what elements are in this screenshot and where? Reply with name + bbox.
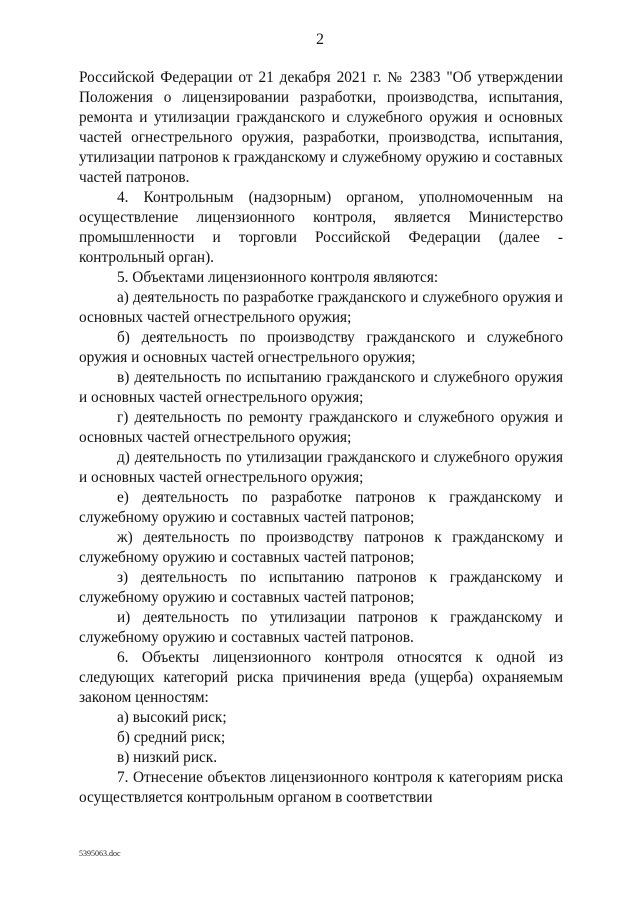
list-item-g: г) деятельность по ремонту гражданского и служебного оружия и основных частей огнестрельного оружия;: [79, 409, 563, 446]
list-item-zh: ж) деятельность по производству патронов к гражданскому и служебному оружию и составных частей патронов;: [79, 529, 563, 566]
document-body: [79, 68, 563, 808]
list-item-i: и) деятельность по утилизации патронов к гражданскому и служебному оружию и составных частей патронов.: [79, 609, 563, 646]
list-item-a: а) деятельность по разработке гражданского и служебного оружия и основных частей огнестрельного оружия;: [79, 289, 563, 326]
risk-item-high: а) высокий риск;: [117, 709, 227, 726]
paragraph-item-4: 4. Контрольным (надзорным) органом, уполномоченным на осуществление лицензионного контроля, является Министерство промышленности и торговли Российской Федерации (далее - контрольный орган).: [79, 189, 563, 266]
list-item-v: в) деятельность по испытанию гражданского и служебного оружия и основных частей огнестрельного оружия;: [79, 369, 563, 406]
paragraph-continuation: Российской Федерации от 21 декабря 2021 г. № 2383 "Об утверждении Положения о лицензировании разработки, производства, испытания, ремонта и утилизации гражданского и служебного оружия и основных частей огнестрельного оружия, разработки, производства, испытания, утилизации патронов к гражданскому и служебному оружию и составных частей патронов.: [79, 69, 563, 186]
list-item-b: б) деятельность по производству гражданского и служебного оружия и основных частей огнестрельного оружия;: [79, 329, 563, 366]
list-item-e: е) деятельность по разработке патронов к гражданскому и служебному оружию и составных частей патронов;: [79, 489, 563, 526]
page-number: 2: [316, 31, 324, 48]
document-footer-filename: 5395063.doc: [79, 849, 121, 858]
list-item-z: з) деятельность по испытанию патронов к гражданскому и служебному оружию и составных частей патронов;: [79, 569, 563, 606]
risk-item-medium: б) средний риск;: [117, 729, 226, 746]
paragraph-item-7: 7. Отнесение объектов лицензионного контроля к категориям риска осуществляется контрольным органом в соответствии: [79, 769, 563, 806]
list-item-d: д) деятельность по утилизации гражданского и служебного оружия и основных частей огнестрельного оружия;: [79, 449, 563, 486]
risk-item-low: в) низкий риск.: [117, 749, 218, 766]
paragraph-item-5: 5. Объектами лицензионного контроля являются:: [117, 269, 439, 286]
paragraph-item-6: 6. Объекты лицензионного контроля относятся к одной из следующих категорий риска причинения вреда (ущерба) охраняемым законом ценностям:: [79, 649, 563, 706]
